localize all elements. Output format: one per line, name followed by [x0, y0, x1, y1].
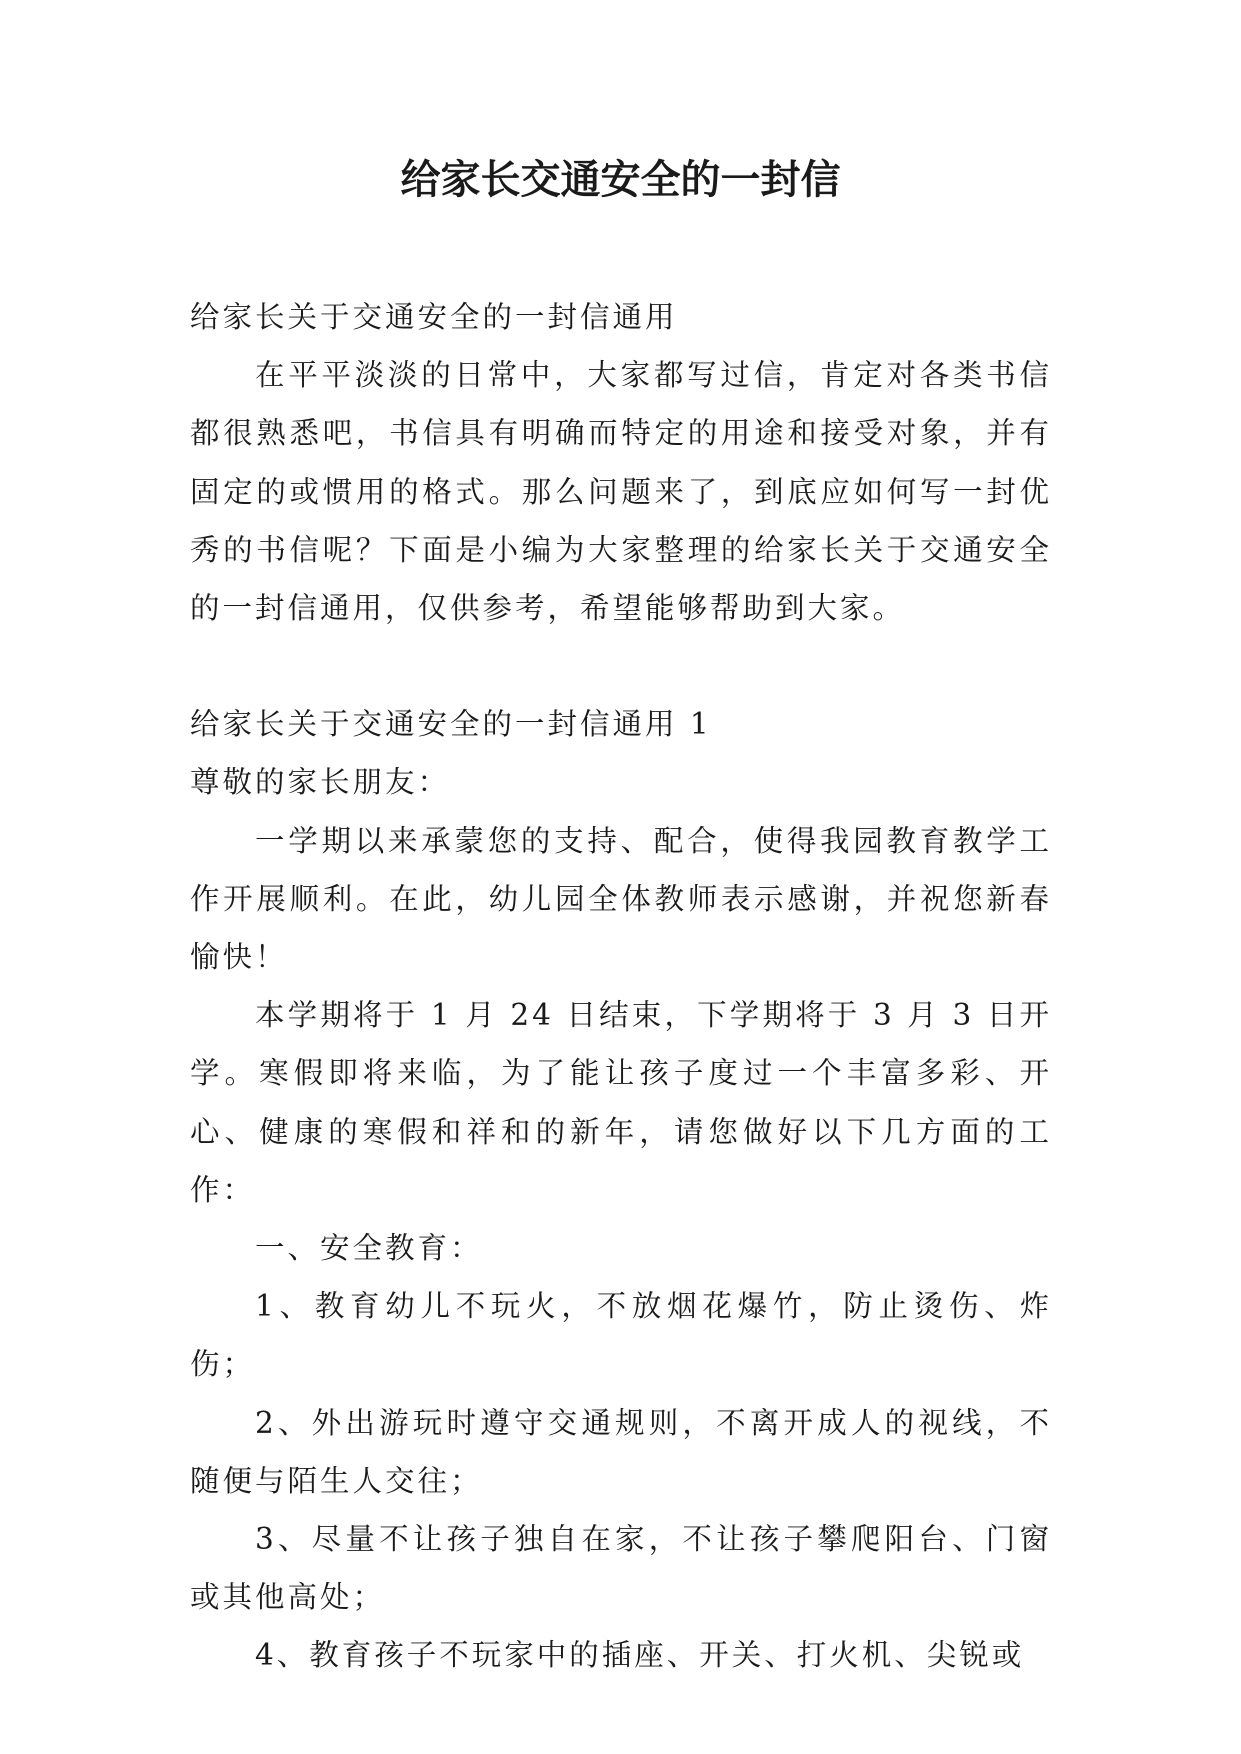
paragraph-spacer: [190, 637, 1052, 695]
thanks-paragraph: 一学期以来承蒙您的支持、配合，使得我园教育教学工作开展顺利。在此，幼儿园全体教师表示感谢，并祝您新春愉快！: [190, 823, 1052, 975]
subtitle: 给家长关于交通安全的一封信通用: [190, 300, 678, 334]
letter-heading: 给家长关于交通安全的一封信通用 1: [190, 707, 712, 742]
section-heading-safety: 一、安全教育：: [255, 1231, 483, 1266]
schedule-paragraph: 本学期将于 1 月 24 日结束，下学期将于 3 月 3 日开学。寒假即将来临，为了能让孩子度过一个丰富多彩、开心、健康的寒假和祥和的新年，请您做好以下几方面的工作：: [190, 998, 1052, 1207]
list-item: 3、尽量不让孩子独自在家，不让孩子攀爬阳台、门窗或其他高处；: [190, 1522, 1052, 1615]
intro-paragraph: 在平平淡淡的日常中，大家都写过信，肯定对各类书信都很熟悉吧，书信具有明确而特定的用途和接受对象，并有固定的或惯用的格式。那么问题来了，到底应如何写一封优秀的书信呢？下面是小编为大家整理的给家长关于交通安全的一封信通用，仅供参考，希望能够帮助到大家。: [190, 358, 1052, 626]
list-item: 1、教育幼儿不玩火，不放烟花爆竹，防止烫伤、炸伤；: [190, 1289, 1052, 1382]
list-item: 4、教育孩子不玩家中的插座、开关、打火机、尖锐或: [255, 1638, 1025, 1673]
document-title: 给家长交通安全的一封信: [400, 157, 841, 203]
list-item: 2、外出游玩时遵守交通规则，不离开成人的视线，不随便与陌生人交往；: [190, 1405, 1052, 1498]
document-body: [190, 288, 1052, 1685]
salutation: 尊敬的家长朋友：: [190, 765, 451, 800]
